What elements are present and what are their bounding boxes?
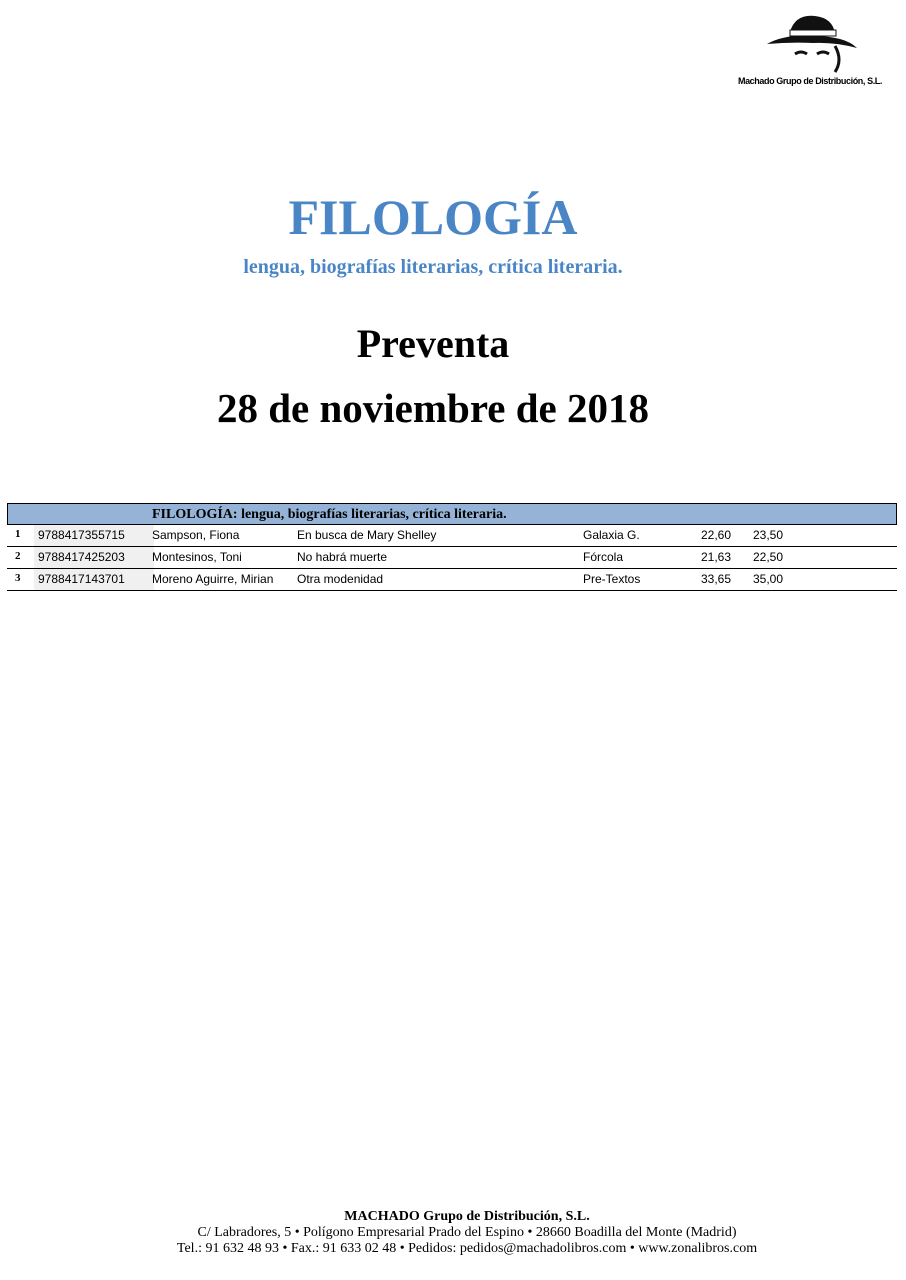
footer-address: C/ Labradores, 5 • Polígono Empresarial Prado del Espino • 28660 Boadilla del Monte (Madrid) — [197, 1225, 737, 1240]
page-title: FILOLOGÍA — [288, 189, 578, 245]
book-title: Otra modenidad — [297, 572, 384, 586]
price: 23,50 — [753, 528, 784, 542]
isbn: 9788417425203 — [34, 547, 154, 568]
author: Moreno Aguirre, Mirian — [152, 572, 274, 586]
footer — [0, 1209, 906, 1257]
isbn: 9788417355715 — [34, 525, 154, 546]
table-row — [7, 569, 897, 591]
logo-text: Machado Grupo de Distribución, S.L. — [737, 76, 882, 86]
books-table — [7, 503, 897, 591]
author: Sampson, Fiona — [152, 528, 240, 542]
hat-man-logo-icon — [735, 10, 885, 76]
table-heading-row — [7, 503, 897, 525]
table-row — [7, 547, 897, 569]
row-number: 2 — [15, 550, 21, 562]
price-net: 33,65 — [701, 572, 732, 586]
price-net: 21,63 — [701, 550, 732, 564]
row-number: 1 — [15, 528, 21, 540]
table-row — [7, 525, 897, 547]
author: Montesinos, Toni — [152, 550, 242, 564]
date-heading: 28 de noviembre de 2018 — [216, 385, 649, 431]
book-title: No habrá muerte — [297, 550, 388, 564]
book-title: En busca de Mary Shelley — [297, 528, 437, 542]
row-number: 3 — [15, 572, 21, 584]
price: 22,50 — [753, 550, 784, 564]
page-subtitle: lengua, biografías literarias, crítica literaria. — [243, 256, 623, 278]
publisher: Fórcola — [583, 550, 624, 564]
footer-company: MACHADO Grupo de Distribución, S.L. — [344, 1209, 590, 1224]
company-logo — [735, 10, 885, 92]
publisher: Galaxia G. — [583, 528, 640, 542]
price-net: 22,60 — [701, 528, 732, 542]
publisher: Pre-Textos — [583, 572, 641, 586]
table-heading: FILOLOGÍA: lengua, biografías literarias, crítica literaria. — [152, 507, 507, 522]
preventa-heading: Preventa — [356, 321, 510, 366]
footer-contact: Tel.: 91 632 48 93 • Fax.: 91 633 02 48 • Pedidos: pedidos@machadolibros.com • www.zonalibros.com — [176, 1241, 758, 1256]
isbn: 9788417143701 — [34, 569, 154, 590]
price: 35,00 — [753, 572, 784, 586]
